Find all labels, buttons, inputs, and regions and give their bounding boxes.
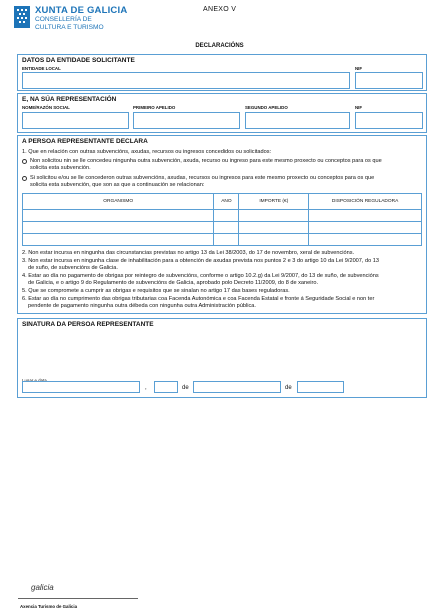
place-field[interactable]	[22, 381, 140, 393]
footer-divider	[18, 598, 138, 599]
table-cell[interactable]	[23, 234, 214, 246]
org-logo-text	[35, 5, 145, 32]
name-label: NOME/RAZÓN SOCIAL	[22, 105, 70, 110]
table-cell[interactable]	[309, 222, 422, 234]
entity-label: ENTIDADE LOCAL	[22, 66, 61, 71]
declaration-item-1: 1. Que en relación con outras subvencións, axudas, recursos ou ingresos concedidos ou solicitados:	[22, 149, 272, 155]
year-field[interactable]	[297, 381, 344, 393]
applicant-section-title: DATOS DA ENTIDADE SOLICITANTE	[22, 57, 135, 64]
table-cell[interactable]	[23, 222, 214, 234]
applicant-nif-label: NIF	[355, 66, 363, 71]
representative-section-title: E, NA SÚA REPRESENTACIÓN	[22, 96, 117, 103]
declaration-item-3-cont: de xuño, de subvencións de Galicia.	[28, 265, 118, 271]
option-not-requested-radio[interactable]	[22, 159, 27, 164]
table-header-ano: ANO	[214, 194, 239, 210]
org-title: XUNTA DE GALICIA	[35, 5, 128, 16]
de-separator-1: de	[182, 385, 189, 391]
option-requested-text: Si solicitou e/ou se lle concederon outras subvencións, axudas, recursos ou ingresos para este mesmo proxecto ou conceptos para os que	[30, 175, 375, 181]
option-requested-text-2: solicita esta subvención, que son as que a continuación se relacionan:	[30, 182, 205, 188]
galicia-logo: galicia	[31, 583, 54, 592]
table-cell[interactable]	[309, 210, 422, 222]
declaration-item-6-cont: pendente de pagamento ningunha outra débeda con ningunha outra Administración pública.	[28, 303, 256, 309]
document-title: DECLARACIÓNS	[195, 43, 244, 49]
annex-label: ANEXO V	[203, 6, 237, 13]
table-cell[interactable]	[239, 234, 309, 246]
option-requested-radio[interactable]	[22, 176, 27, 181]
representative-section	[17, 93, 427, 133]
representative-nif-label: NIF	[355, 105, 363, 110]
table-row	[23, 234, 422, 246]
representative-nif-field[interactable]	[355, 112, 423, 129]
signature-section-title: SINATURA DA PERSOA REPRESENTANTE	[22, 321, 154, 328]
first-surname-field[interactable]	[133, 112, 240, 129]
month-field[interactable]	[193, 381, 281, 393]
declaration-section	[17, 135, 427, 314]
table-cell[interactable]	[214, 222, 239, 234]
xunta-logo-icon	[14, 6, 30, 28]
day-field[interactable]	[154, 381, 178, 393]
table-header-row	[23, 194, 422, 210]
other-aids-table	[22, 193, 422, 246]
table-header-organismo: ORGANISMO	[23, 194, 214, 210]
applicant-section	[17, 54, 427, 91]
declaration-item-4-cont: de Galicia, e o artigo 9 do Regulamento de subvencións de Galicia, aprobado polo Decreto 11/2009, do 8 de xaneiro.	[28, 280, 319, 286]
declaration-item-3: 3. Non estar incursa en ningunha clase de inhabilitación para a obtención de axudas prevista nos puntos 2 e 3 do artigo 10 da Lei 9/2007, do 13	[22, 258, 380, 264]
declaration-item-4: 4. Estar ao día no pagamento de obrigas por reintegro de subvencións, conforme o artigo 10.2.g) da Lei 9/2007, do 13 de xuño, de subvencións	[22, 273, 379, 279]
table-row	[23, 210, 422, 222]
comma-separator: ,	[145, 385, 147, 391]
org-subtitle-line2: CULTURA E TURISMO	[35, 24, 104, 31]
applicant-nif-field[interactable]	[355, 72, 423, 89]
second-surname-label: SEGUNDO APELIDO	[245, 105, 288, 110]
declaration-item-5: 5. Que se compromete a cumprir as obrigas e requisitos que se sinalan no artigo 17 das bases reguladoras.	[22, 288, 290, 294]
table-header-disposicion: DISPOSICIÓN REGULADORA	[309, 194, 422, 210]
declaration-item-6: 6. Estar ao día no cumprimento das obrigas tributarias coa Facenda Autonómica e coa Facenda Estatal e fronte á Seguridade Social e non ter	[22, 296, 375, 302]
declaration-item-2: 2. Non estar incursa en ningunha das circunstancias previstas no artigo 13 da Lei 38/2003, do 17 de novembro, xeral de subvencións.	[22, 250, 355, 256]
first-surname-label: PRIMEIRO APELIDO	[133, 105, 176, 110]
org-subtitle-line1: CONSELLERÍA DE	[35, 16, 92, 23]
entity-field[interactable]	[22, 72, 350, 89]
table-row	[23, 222, 422, 234]
option-not-requested-text-2: solicita esta subvención.	[30, 165, 91, 171]
declaration-section-title: A PERSOA REPRESENTANTE DECLARA	[22, 138, 148, 145]
table-cell[interactable]	[239, 210, 309, 222]
name-field[interactable]	[22, 112, 129, 129]
table-cell[interactable]	[214, 210, 239, 222]
table-cell[interactable]	[214, 234, 239, 246]
de-separator-2: de	[285, 385, 292, 391]
signature-section	[17, 318, 427, 398]
table-cell[interactable]	[23, 210, 214, 222]
table-header-importe: IMPORTE (€)	[239, 194, 309, 210]
table-cell[interactable]	[309, 234, 422, 246]
table-cell[interactable]	[239, 222, 309, 234]
agency-name: Axencia Turismo de Galicia	[20, 604, 78, 609]
option-not-requested-text: Non solicitou nin se lle concedeu ningunha outra subvención, axuda, recurso ou ingreso para este mesmo proxecto ou conceptos para os que	[30, 158, 382, 164]
second-surname-field[interactable]	[245, 112, 350, 129]
